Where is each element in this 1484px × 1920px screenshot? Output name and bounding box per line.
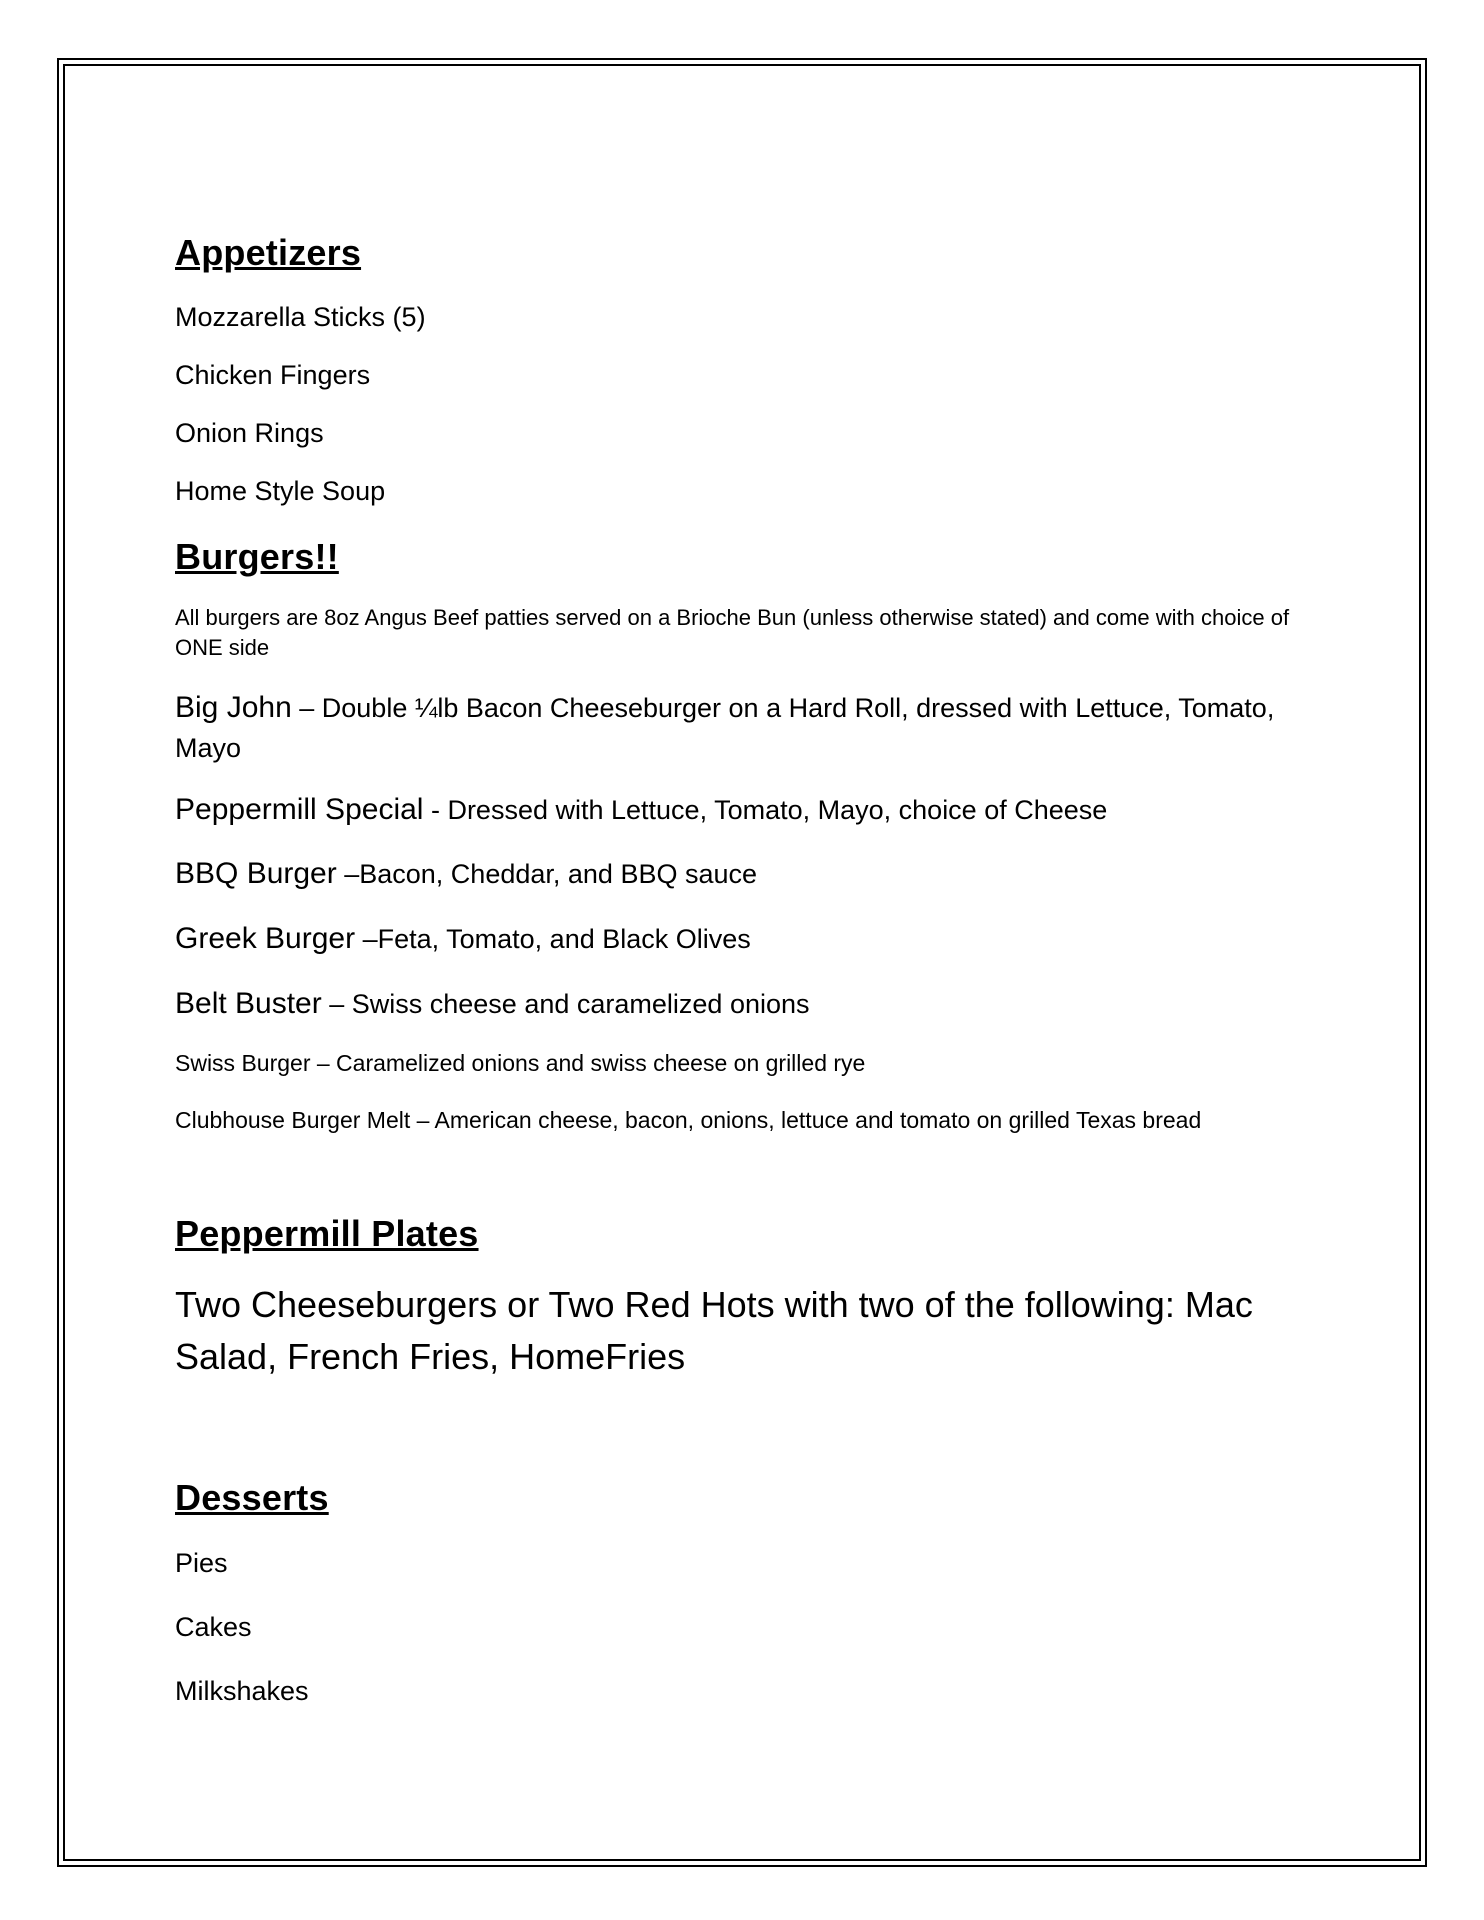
dessert-item: Pies <box>175 1548 228 1578</box>
desserts-heading: Desserts <box>175 1477 329 1518</box>
burger-name: Peppermill Special <box>175 793 424 826</box>
burger-item-belt-buster <box>175 984 1305 1024</box>
appetizer-item: Onion Rings <box>175 418 324 448</box>
burgers-note: All burgers are 8oz Angus Beef patties served on a Brioche Bun (unless otherwise stated) and come with choice of ONE side <box>175 605 1290 660</box>
burger-desc: –Feta, Tomato, and Black Olives <box>355 924 751 954</box>
appetizers-heading: Appetizers <box>175 232 362 273</box>
burger-desc: – Double ¼lb Bacon Cheeseburger on a Hard Roll, dressed with Lettuce, Tomato, Mayo <box>175 693 1275 763</box>
appetizer-item: Mozzarella Sticks (5) <box>175 302 426 332</box>
dessert-item: Milkshakes <box>175 1676 309 1706</box>
burger-name: Big John <box>175 691 292 724</box>
page-border-inner <box>63 64 1421 1861</box>
appetizer-item: Chicken Fingers <box>175 360 371 390</box>
burger-desc: –Bacon, Cheddar, and BBQ sauce <box>336 859 758 889</box>
burger-name: BBQ Burger <box>175 857 337 890</box>
burger-name: Belt Buster <box>175 987 322 1020</box>
burger-item-clubhouse-melt: Clubhouse Burger Melt – American cheese, bacon, onions, lettuce and tomato on grilled Texas bread <box>175 1107 1202 1133</box>
burger-name: Greek Burger <box>175 922 356 955</box>
appetizer-item: Home Style Soup <box>175 476 386 506</box>
burger-item-bbq <box>175 854 1305 894</box>
burger-item-swiss: Swiss Burger – Caramelized onions and swiss cheese on grilled rye <box>175 1050 866 1076</box>
burgers-heading: Burgers!! <box>175 536 339 577</box>
burger-item-big-john <box>175 688 1305 768</box>
burger-desc: - Dressed with Lettuce, Tomato, Mayo, choice of Cheese <box>423 795 1108 825</box>
burger-item-peppermill-special <box>175 790 1305 830</box>
burger-desc: – Swiss cheese and caramelized onions <box>321 989 810 1019</box>
plates-heading: Peppermill Plates <box>175 1213 479 1254</box>
dessert-item: Cakes <box>175 1612 252 1642</box>
burger-item-greek <box>175 919 1305 959</box>
plates-description: Two Cheeseburgers or Two Red Hots with two of the following: Mac Salad, French Fries, HomeFries <box>175 1284 1253 1377</box>
